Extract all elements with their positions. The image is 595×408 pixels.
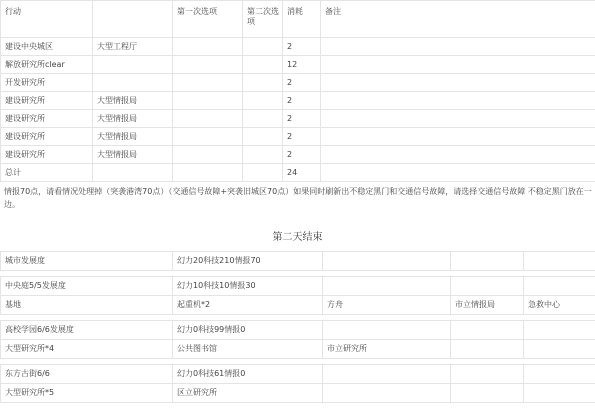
table-cell: 大型情报局 bbox=[93, 92, 173, 110]
table-row bbox=[1, 56, 595, 74]
table-cell bbox=[524, 277, 595, 296]
table-cell: 2 bbox=[283, 146, 321, 164]
header-cell: 第二次选项 bbox=[243, 1, 283, 38]
table-cell bbox=[323, 365, 451, 384]
table-cell bbox=[451, 277, 524, 296]
table-cell: 建设研究所 bbox=[1, 110, 93, 128]
table-row bbox=[1, 365, 595, 384]
table-cell: 幻力0科技61情报0 bbox=[173, 365, 323, 384]
table-row bbox=[1, 384, 595, 403]
table-cell: 建设中央城区 bbox=[1, 38, 93, 56]
table-cell: 区立研究所 bbox=[173, 384, 323, 403]
table-cell: 2 bbox=[283, 110, 321, 128]
table-cell: 市立研究所 bbox=[323, 340, 451, 359]
table-cell: 幻力0科技99情报0 bbox=[173, 321, 323, 340]
table-cell: 2 bbox=[283, 38, 321, 56]
table-cell bbox=[524, 321, 595, 340]
table-cell: 2 bbox=[283, 92, 321, 110]
table-cell bbox=[451, 384, 524, 403]
table-cell: 中央庭5/5发展度 bbox=[1, 277, 173, 296]
table-cell bbox=[243, 146, 283, 164]
table-row bbox=[1, 110, 595, 128]
table-cell: 12 bbox=[283, 56, 321, 74]
table-cell bbox=[243, 38, 283, 56]
table-cell bbox=[321, 128, 595, 146]
table-cell bbox=[173, 56, 243, 74]
table-cell bbox=[321, 146, 595, 164]
table-cell bbox=[173, 146, 243, 164]
table-cell bbox=[321, 56, 595, 74]
table-cell: 解放研究所clear bbox=[1, 56, 93, 74]
table-cell bbox=[243, 92, 283, 110]
action-table bbox=[0, 0, 595, 182]
table-cell: 城市发展度 bbox=[1, 252, 173, 271]
table-cell bbox=[173, 164, 243, 182]
header-cell bbox=[93, 1, 173, 38]
table-cell: 总计 bbox=[1, 164, 93, 182]
table-cell: 急救中心 bbox=[524, 296, 595, 315]
table-row bbox=[1, 92, 595, 110]
table-cell bbox=[321, 110, 595, 128]
table-cell bbox=[323, 277, 451, 296]
table-cell bbox=[243, 164, 283, 182]
table-cell: 建设研究所 bbox=[1, 146, 93, 164]
table-cell: 2 bbox=[283, 128, 321, 146]
table-cell bbox=[243, 128, 283, 146]
table-cell: 建设研究所 bbox=[1, 128, 93, 146]
table-cell: 东方古街6/6 bbox=[1, 365, 173, 384]
table-cell bbox=[321, 38, 595, 56]
table-cell: 开发研究所 bbox=[1, 74, 93, 92]
table-cell bbox=[243, 56, 283, 74]
table-row bbox=[1, 164, 595, 182]
table-cell bbox=[323, 384, 451, 403]
table-cell bbox=[173, 110, 243, 128]
table-row bbox=[1, 340, 595, 359]
table-cell bbox=[323, 252, 451, 271]
table-row bbox=[1, 321, 595, 340]
table-cell bbox=[173, 92, 243, 110]
table-cell bbox=[243, 74, 283, 92]
header-cell: 消耗 bbox=[283, 1, 321, 38]
table-cell: 公共图书馆 bbox=[173, 340, 323, 359]
table-cell bbox=[93, 56, 173, 74]
section-heading: 第二天结束 bbox=[272, 232, 323, 243]
table-cell: 大型情报局 bbox=[93, 146, 173, 164]
header-cell: 第一次选项 bbox=[173, 1, 243, 38]
table-cell bbox=[524, 252, 595, 271]
table-cell bbox=[321, 164, 595, 182]
table-cell: 大型工程厅 bbox=[93, 38, 173, 56]
table-row bbox=[1, 277, 595, 296]
table-cell bbox=[451, 252, 524, 271]
table-row bbox=[1, 74, 595, 92]
table-cell: 大型研究所*5 bbox=[1, 384, 173, 403]
table-cell: 大型情报局 bbox=[93, 128, 173, 146]
header-cell: 行动 bbox=[1, 1, 93, 38]
table-cell: 市立情报局 bbox=[451, 296, 524, 315]
table-cell bbox=[93, 74, 173, 92]
table-row bbox=[1, 128, 595, 146]
table-row bbox=[1, 38, 595, 56]
table-cell bbox=[451, 321, 524, 340]
header-cell: 备注 bbox=[321, 1, 595, 38]
table-cell: 起重机*2 bbox=[173, 296, 323, 315]
table-cell: 24 bbox=[283, 164, 321, 182]
table-cell bbox=[524, 384, 595, 403]
table-row bbox=[1, 252, 595, 271]
table-cell bbox=[93, 164, 173, 182]
table-cell: 幻力10科技10情报30 bbox=[173, 277, 323, 296]
table-cell: 建设研究所 bbox=[1, 92, 93, 110]
table-cell bbox=[321, 74, 595, 92]
table-cell: 方舟 bbox=[323, 296, 451, 315]
table-cell bbox=[323, 321, 451, 340]
table-cell: 大型情报局 bbox=[93, 110, 173, 128]
table-row bbox=[1, 146, 595, 164]
table-cell bbox=[451, 340, 524, 359]
table-cell: 基地 bbox=[1, 296, 173, 315]
table-cell bbox=[524, 365, 595, 384]
table-cell: 幻力20科技210情报70 bbox=[173, 252, 323, 271]
strategy-note: 情报70点，请看情况处理掉（突袭港湾70点）（交通信号故障+突袭旧城区70点）如果同时刷新出不稳定黑门和交通信号故障，请选择交通信号故障 不稳定黑门放在一边。 bbox=[4, 187, 592, 209]
table-cell bbox=[451, 365, 524, 384]
table-cell bbox=[524, 340, 595, 359]
table-cell bbox=[173, 74, 243, 92]
table-cell bbox=[321, 92, 595, 110]
table-header-row bbox=[1, 1, 595, 38]
table-cell bbox=[173, 38, 243, 56]
table-cell: 大型研究所*4 bbox=[1, 340, 173, 359]
table-cell bbox=[173, 128, 243, 146]
table-row bbox=[1, 296, 595, 315]
table-cell: 高校学园6/6发展度 bbox=[1, 321, 173, 340]
table-cell: 2 bbox=[283, 74, 321, 92]
development-table bbox=[0, 251, 595, 403]
table-cell bbox=[243, 110, 283, 128]
